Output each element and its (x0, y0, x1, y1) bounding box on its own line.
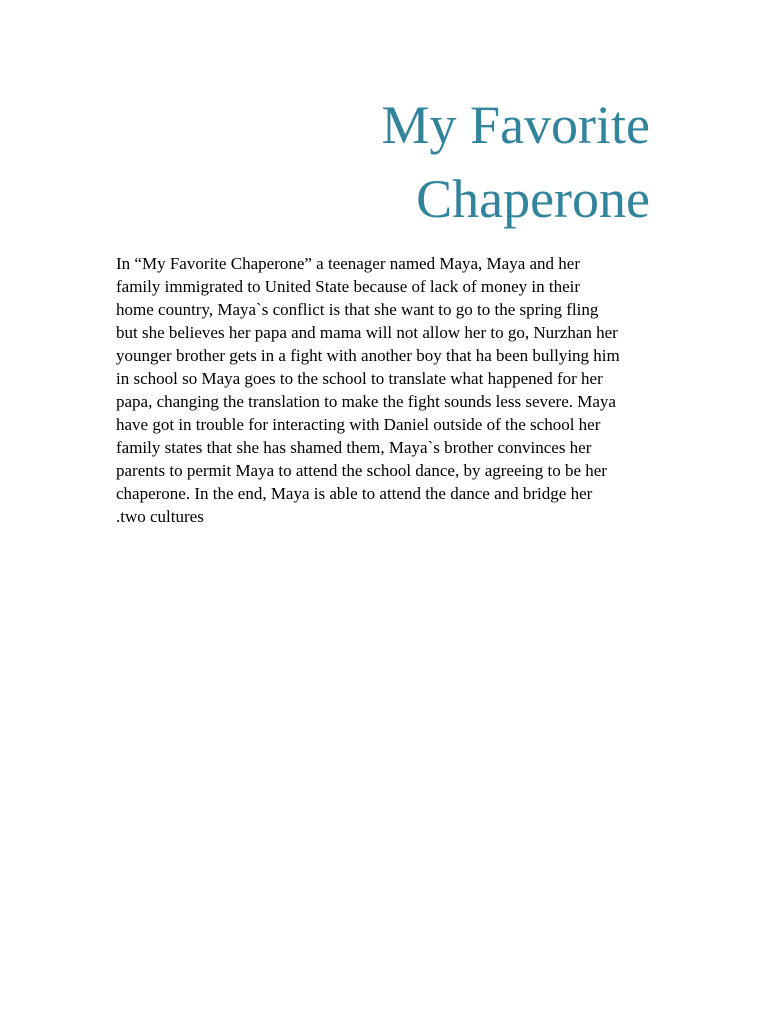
body-line: parents to permit Maya to attend the school dance, by agreeing to be her (116, 461, 607, 480)
body-line: .two cultures (116, 507, 204, 526)
body-line: but she believes her papa and mama will not allow her to go, Nurzhan her (116, 323, 618, 342)
body-line: in school so Maya goes to the school to translate what happened for her (116, 369, 603, 388)
body-line: have got in trouble for interacting with Daniel outside of the school her (116, 415, 601, 434)
body-line: papa, changing the translation to make the fight sounds less severe. Maya (116, 392, 616, 411)
body-line: family immigrated to United State because of lack of money in their (116, 277, 581, 296)
document-title (230, 88, 650, 236)
title-line-2: Chaperone (416, 169, 650, 229)
title-line-1: My Favorite (381, 95, 650, 155)
body-line: home country, Maya`s conflict is that she want to go to the spring fling (116, 300, 599, 319)
body-paragraph (116, 252, 642, 528)
body-line: younger brother gets in a fight with another boy that ha been bullying him (116, 346, 620, 365)
body-line: In “My Favorite Chaperone” a teenager named Maya, Maya and her (116, 254, 580, 273)
body-line: family states that she has shamed them, Maya`s brother convinces her (116, 438, 592, 457)
body-line: chaperone. In the end, Maya is able to attend the dance and bridge her (116, 484, 593, 503)
